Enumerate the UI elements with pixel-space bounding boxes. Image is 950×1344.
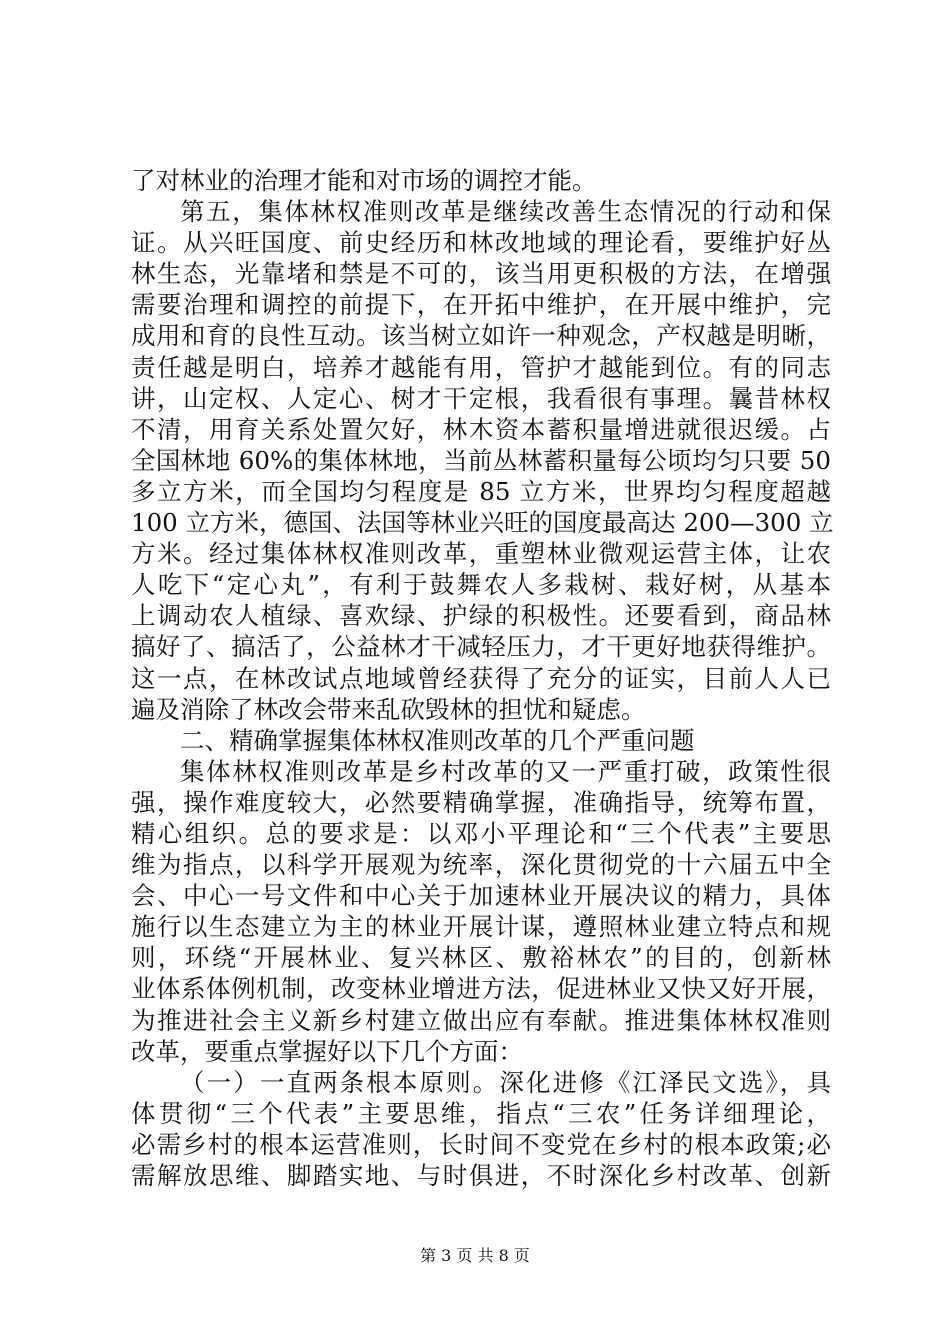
text-line: 需解放思维、脚踏实地、与时俱进，不时深化乡村改革、创新 (131, 1161, 831, 1190)
page-footer: 第 3 页 共 8 页 (420, 1246, 530, 1265)
text-line: 林生态，光靠堵和禁是不可的，该当用更积极的方法，在增强 (131, 259, 831, 289)
text-line: 施行以生态建立为主的林业开展计谋，遵照林业建立特点和规 (131, 912, 831, 942)
text-line: 则，环绕“开展林业、复兴林区、敷裕林农”的目的，创新林 (131, 943, 831, 973)
text-line: 讲，山定权、人定心、树才干定根，我看很有事理。曩昔林权 (131, 383, 831, 413)
text-line: 全国林地 60%的集体林地，当前丛林蓄积量每公顷均匀只要 50 (131, 445, 831, 475)
text-line: 业体系体例机制，改变林业增进方法，促进林业又快又好开展， (131, 974, 831, 1004)
text-line: 上调动农人植绿、喜欢绿、护绿的积极性。还要看到，商品林 (131, 601, 831, 631)
text-line: 搞好了、搞活了，公益林才干减轻压力，才干更好地获得维护。 (131, 632, 831, 662)
text-line: 维为指点，以科学开展观为统率，深化贯彻党的十六届五中全 (131, 850, 831, 880)
text-line: 会、中心一号文件和中心关于加速林业开展决议的精力，具体 (131, 881, 831, 911)
text-line: 强，操作难度较大，必然要精确掌握，准确指导，统筹布置， (131, 787, 831, 817)
text-line: 为推进社会主义新乡村建立做出应有奉献。推进集体林权准则 (131, 1005, 831, 1035)
text-line: 方米。经过集体林权准则改革，重塑林业微观运营主体，让农 (131, 539, 831, 569)
text-line: 这一点，在林改试点地域曾经获得了充分的证实，目前人人已 (131, 663, 831, 693)
text-line: 二、精确掌握集体林权准则改革的几个严重问题 (180, 725, 695, 755)
text-line: 人吃下“定心丸”，有利于鼓舞农人多栽树、栽好树，从基本 (131, 570, 831, 600)
text-line: 证。从兴旺国度、前史经历和林改地域的理论看，要维护好丛 (131, 228, 831, 258)
text-line: 必需乡村的根本运营准则，长时间不变党在乡村的根本政策;必 (131, 1129, 831, 1159)
text-line: 集体林权准则改革是乡村改革的又一严重打破，政策性很 (180, 756, 831, 786)
text-line: 第五，集体林权准则改革是继续改善生态情况的行动和保 (180, 197, 831, 227)
text-line: 责任越是明白，培养才越能有用，管护才越能到位。有的同志 (131, 352, 831, 382)
body-text (131, 165, 834, 1191)
text-line: （一）一直两条根本原则。深化进修《江泽民文选》，具 (180, 1067, 831, 1097)
text-line: 精心组织。总的要求是：以邓小平理论和“三个代表”主要思 (131, 818, 831, 848)
text-line: 了对林业的治理才能和对市场的调控才能。 (131, 166, 597, 195)
text-line: 不清，用育关系处置欠好，林木资本蓄积量增进就很迟缓。占 (131, 414, 831, 444)
text-line: 成用和育的良性互动。该当树立如许一种观念，产权越是明晰， (131, 321, 831, 351)
text-line: 改革，要重点掌握好以下几个方面： (131, 1036, 523, 1066)
text-line: 多立方米，而全国均匀程度是 85 立方米，世界均匀程度超越 (131, 476, 831, 506)
text-line: 遍及消除了林改会带来乱砍毁林的担忧和疑虑。 (131, 694, 646, 724)
text-line: 100 立方米，德国、法国等林业兴旺的国度最高达 200—300 立 (131, 508, 834, 538)
text-line: 需要治理和调控的前提下，在开拓中维护，在开展中维护，完 (131, 290, 831, 320)
text-line: 体贯彻“三个代表”主要思维，指点“三农”任务详细理论， (131, 1098, 831, 1128)
